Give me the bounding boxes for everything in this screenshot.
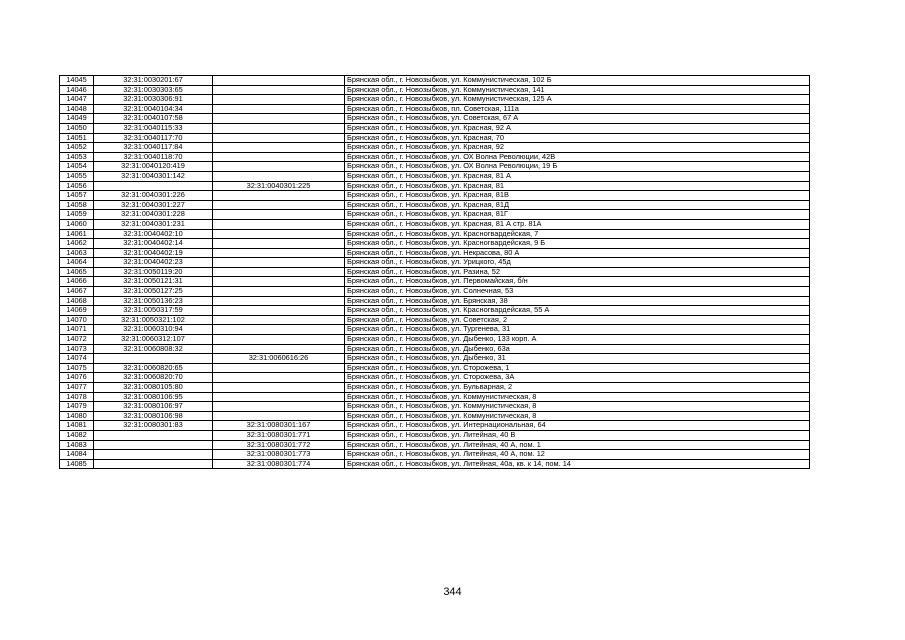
table-row (60, 133, 810, 143)
address-cell: Брянская обл., г. Новозыбков, ул. Дыбенко, 133 корп. А (345, 335, 810, 345)
table-row (60, 85, 810, 95)
table-row (60, 363, 810, 373)
cadastral-number-cell: 32:31:0040301:231 (94, 219, 213, 229)
table-row (60, 373, 810, 383)
linked-cadastral-number-cell: 32:31:0080301:773 (213, 450, 345, 460)
cadastral-number-cell: 32:31:0040118:70 (94, 152, 213, 162)
cadastral-number-cell: 32:31:0080106:98 (94, 411, 213, 421)
table-row (60, 239, 810, 249)
cadastral-number-cell (94, 430, 213, 440)
row-number-cell: 14066 (60, 277, 94, 287)
cadastral-number-cell: 32:31:0040301:227 (94, 200, 213, 210)
table-row (60, 354, 810, 364)
table-row (60, 171, 810, 181)
address-cell: Брянская обл., г. Новозыбков, ул. Красная, 81 (345, 181, 810, 191)
row-number-cell: 14049 (60, 114, 94, 124)
row-number-cell: 14078 (60, 392, 94, 402)
table-row (60, 210, 810, 220)
address-cell: Брянская обл., г. Новозыбков, пл. Советская, 111а (345, 104, 810, 114)
row-number-cell: 14079 (60, 402, 94, 412)
row-number-cell: 14052 (60, 143, 94, 153)
cadastral-number-cell (94, 459, 213, 469)
linked-cadastral-number-cell (213, 104, 345, 114)
linked-cadastral-number-cell (213, 402, 345, 412)
cadastral-number-cell: 32:31:0040301:226 (94, 191, 213, 201)
table-row (60, 258, 810, 268)
address-cell: Брянская обл., г. Новозыбков, ул. Некрасова, 80 А (345, 248, 810, 258)
row-number-cell: 14085 (60, 459, 94, 469)
linked-cadastral-number-cell (213, 325, 345, 335)
address-cell: Брянская обл., г. Новозыбков, ул. Интернациональная, 64 (345, 421, 810, 431)
cadastral-number-cell (94, 450, 213, 460)
row-number-cell: 14053 (60, 152, 94, 162)
row-number-cell: 14060 (60, 219, 94, 229)
row-number-cell: 14068 (60, 296, 94, 306)
property-register-table (59, 75, 810, 469)
linked-cadastral-number-cell (213, 133, 345, 143)
linked-cadastral-number-cell (213, 287, 345, 297)
table-row (60, 191, 810, 201)
address-cell: Брянская обл., г. Новозыбков, ул. Бульварная, 2 (345, 383, 810, 393)
row-number-cell: 14076 (60, 373, 94, 383)
cadastral-number-cell (94, 354, 213, 364)
address-cell: Брянская обл., г. Новозыбков, ул. Красная, 92 (345, 143, 810, 153)
address-cell: Брянская обл., г. Новозыбков, ул. ОХ Волна Революции, 42В (345, 152, 810, 162)
linked-cadastral-number-cell (213, 191, 345, 201)
row-number-cell: 14075 (60, 363, 94, 373)
linked-cadastral-number-cell (213, 229, 345, 239)
address-cell: Брянская обл., г. Новозыбков, ул. Литейная, 40а, кв. к 14, пом. 14 (345, 459, 810, 469)
address-cell: Брянская обл., г. Новозыбков, ул. Дыбенко, 63а (345, 344, 810, 354)
table-row (60, 162, 810, 172)
row-number-cell: 14059 (60, 210, 94, 220)
address-cell: Брянская обл., г. Новозыбков, ул. ОХ Волна Революции, 19 Б (345, 162, 810, 172)
linked-cadastral-number-cell: 32:31:0080301:774 (213, 459, 345, 469)
cadastral-number-cell: 32:31:0040402:19 (94, 248, 213, 258)
address-cell: Брянская обл., г. Новозыбков, ул. Литейная, 40 В (345, 430, 810, 440)
address-cell: Брянская обл., г. Новозыбков, ул. Литейная, 40 А, пом. 1 (345, 440, 810, 450)
table-row (60, 277, 810, 287)
table-row (60, 392, 810, 402)
cadastral-number-cell: 32:31:0040117:70 (94, 133, 213, 143)
table-row (60, 296, 810, 306)
address-cell: Брянская обл., г. Новозыбков, ул. Коммунистическая, 8 (345, 392, 810, 402)
address-cell: Брянская обл., г. Новозыбков, ул. Литейная, 40 А, пом. 12 (345, 450, 810, 460)
linked-cadastral-number-cell (213, 152, 345, 162)
row-number-cell: 14070 (60, 315, 94, 325)
linked-cadastral-number-cell (213, 171, 345, 181)
row-number-cell: 14077 (60, 383, 94, 393)
cadastral-number-cell: 32:31:0040120:419 (94, 162, 213, 172)
linked-cadastral-number-cell (213, 219, 345, 229)
row-number-cell: 14071 (60, 325, 94, 335)
row-number-cell: 14058 (60, 200, 94, 210)
cadastral-number-cell: 32:31:0040107:58 (94, 114, 213, 124)
linked-cadastral-number-cell: 32:31:0060616:26 (213, 354, 345, 364)
table-row (60, 450, 810, 460)
cadastral-number-cell: 32:31:0060820:65 (94, 363, 213, 373)
table-row (60, 143, 810, 153)
table-row (60, 219, 810, 229)
cadastral-number-cell: 32:31:0080106:97 (94, 402, 213, 412)
address-cell: Брянская обл., г. Новозыбков, ул. Сторожева, 1 (345, 363, 810, 373)
address-cell: Брянская обл., г. Новозыбков, ул. Красная, 81 А (345, 171, 810, 181)
address-cell: Брянская обл., г. Новозыбков, ул. Советская, 2 (345, 315, 810, 325)
cadastral-number-cell: 32:31:0030303:65 (94, 85, 213, 95)
cadastral-number-cell: 32:31:0050321:102 (94, 315, 213, 325)
row-number-cell: 14048 (60, 104, 94, 114)
address-cell: Брянская обл., г. Новозыбков, ул. Коммунистическая, 8 (345, 411, 810, 421)
table-row (60, 383, 810, 393)
row-number-cell: 14067 (60, 287, 94, 297)
row-number-cell: 14057 (60, 191, 94, 201)
row-number-cell: 14073 (60, 344, 94, 354)
table-row (60, 315, 810, 325)
cadastral-number-cell: 32:31:0040402:23 (94, 258, 213, 268)
table-row (60, 325, 810, 335)
cadastral-number-cell: 32:31:0050317:59 (94, 306, 213, 316)
row-number-cell: 14061 (60, 229, 94, 239)
linked-cadastral-number-cell (213, 392, 345, 402)
row-number-cell: 14074 (60, 354, 94, 364)
linked-cadastral-number-cell (213, 344, 345, 354)
table-row (60, 421, 810, 431)
row-number-cell: 14081 (60, 421, 94, 431)
row-number-cell: 14050 (60, 123, 94, 133)
table-row (60, 459, 810, 469)
address-cell: Брянская обл., г. Новозыбков, ул. Красногвардейская, 7 (345, 229, 810, 239)
table-row (60, 95, 810, 105)
table-row (60, 287, 810, 297)
cadastral-number-cell: 32:31:0050127:25 (94, 287, 213, 297)
address-cell: Брянская обл., г. Новозыбков, ул. Солнечная, 53 (345, 287, 810, 297)
linked-cadastral-number-cell: 32:31:0040301:225 (213, 181, 345, 191)
table-row (60, 402, 810, 412)
linked-cadastral-number-cell (213, 267, 345, 277)
cadastral-number-cell: 32:31:0050121:31 (94, 277, 213, 287)
table-row (60, 440, 810, 450)
linked-cadastral-number-cell (213, 383, 345, 393)
address-cell: Брянская обл., г. Новозыбков, ул. Красная, 81Г (345, 210, 810, 220)
address-cell: Брянская обл., г. Новозыбков, ул. Красная, 81В (345, 191, 810, 201)
cadastral-number-cell: 32:31:0040402:14 (94, 239, 213, 249)
linked-cadastral-number-cell (213, 306, 345, 316)
row-number-cell: 14065 (60, 267, 94, 277)
address-cell: Брянская обл., г. Новозыбков, ул. Красная, 92 А (345, 123, 810, 133)
address-cell: Брянская обл., г. Новозыбков, ул. Первомайская, б/н (345, 277, 810, 287)
address-cell: Брянская обл., г. Новозыбков, ул. Брянская, 38 (345, 296, 810, 306)
row-number-cell: 14054 (60, 162, 94, 172)
cadastral-number-cell: 32:31:0030306:91 (94, 95, 213, 105)
page-number: 344 (443, 586, 462, 598)
linked-cadastral-number-cell (213, 114, 345, 124)
address-cell: Брянская обл., г. Новозыбков, ул. Коммунистическая, 141 (345, 85, 810, 95)
linked-cadastral-number-cell (213, 411, 345, 421)
table-row (60, 123, 810, 133)
row-number-cell: 14072 (60, 335, 94, 345)
row-number-cell: 14069 (60, 306, 94, 316)
table-row (60, 229, 810, 239)
table-row (60, 200, 810, 210)
row-number-cell: 14063 (60, 248, 94, 258)
row-number-cell: 14045 (60, 76, 94, 86)
cadastral-number-cell: 32:31:0080301:83 (94, 421, 213, 431)
table-row (60, 248, 810, 258)
cadastral-number-cell: 32:31:0050136:23 (94, 296, 213, 306)
row-number-cell: 14062 (60, 239, 94, 249)
address-cell: Брянская обл., г. Новозыбков, ул. Сторожева, 3А (345, 373, 810, 383)
address-cell: Брянская обл., г. Новозыбков, ул. Коммунистическая, 102 Б (345, 76, 810, 86)
linked-cadastral-number-cell (213, 373, 345, 383)
cadastral-number-cell: 32:31:0040402:10 (94, 229, 213, 239)
address-cell: Брянская обл., г. Новозыбков, ул. Красногвардейская, 55 А (345, 306, 810, 316)
cadastral-number-cell: 32:31:0040301:142 (94, 171, 213, 181)
linked-cadastral-number-cell: 32:31:0080301:771 (213, 430, 345, 440)
address-cell: Брянская обл., г. Новозыбков, ул. Урицкого, 45д (345, 258, 810, 268)
cadastral-number-cell: 32:31:0080105:80 (94, 383, 213, 393)
address-cell: Брянская обл., г. Новозыбков, ул. Тургенева, 31 (345, 325, 810, 335)
address-cell: Брянская обл., г. Новозыбков, ул. Красногвардейская, 9 Б (345, 239, 810, 249)
cadastral-number-cell: 32:31:0060808:32 (94, 344, 213, 354)
cadastral-number-cell: 32:31:0050119:20 (94, 267, 213, 277)
cadastral-number-cell: 32:31:0030201:67 (94, 76, 213, 86)
linked-cadastral-number-cell (213, 258, 345, 268)
cadastral-number-cell: 32:31:0040104:34 (94, 104, 213, 114)
register-table-body (60, 76, 810, 469)
row-number-cell: 14064 (60, 258, 94, 268)
address-cell: Брянская обл., г. Новозыбков, ул. Красная, 81Д (345, 200, 810, 210)
table-row (60, 430, 810, 440)
table-row (60, 114, 810, 124)
table-row (60, 411, 810, 421)
row-number-cell: 14080 (60, 411, 94, 421)
cadastral-number-cell: 32:31:0040115:33 (94, 123, 213, 133)
linked-cadastral-number-cell (213, 363, 345, 373)
linked-cadastral-number-cell (213, 123, 345, 133)
row-number-cell: 14051 (60, 133, 94, 143)
row-number-cell: 14055 (60, 171, 94, 181)
linked-cadastral-number-cell: 32:31:0080301:772 (213, 440, 345, 450)
cadastral-number-cell (94, 181, 213, 191)
row-number-cell: 14056 (60, 181, 94, 191)
table-row (60, 76, 810, 86)
cadastral-number-cell: 32:31:0060820:70 (94, 373, 213, 383)
cadastral-number-cell: 32:31:0060312:107 (94, 335, 213, 345)
table-row (60, 306, 810, 316)
linked-cadastral-number-cell (213, 248, 345, 258)
linked-cadastral-number-cell (213, 335, 345, 345)
cadastral-number-cell (94, 440, 213, 450)
linked-cadastral-number-cell: 32:31:0080301:167 (213, 421, 345, 431)
address-cell: Брянская обл., г. Новозыбков, ул. Коммунистическая, 125 А (345, 95, 810, 105)
row-number-cell: 14046 (60, 85, 94, 95)
table-row (60, 344, 810, 354)
linked-cadastral-number-cell (213, 162, 345, 172)
linked-cadastral-number-cell (213, 200, 345, 210)
row-number-cell: 14083 (60, 440, 94, 450)
address-cell: Брянская обл., г. Новозыбков, ул. Красная, 81 А стр. 81А (345, 219, 810, 229)
address-cell: Брянская обл., г. Новозыбков, ул. Дыбенко, 31 (345, 354, 810, 364)
table-row (60, 335, 810, 345)
address-cell: Брянская обл., г. Новозыбков, ул. Советская, 67 А (345, 114, 810, 124)
cadastral-number-cell: 32:31:0080106:95 (94, 392, 213, 402)
address-cell: Брянская обл., г. Новозыбков, ул. Коммунистическая, 8 (345, 402, 810, 412)
address-cell: Брянская обл., г. Новозыбков, ул. Красная, 70 (345, 133, 810, 143)
linked-cadastral-number-cell (213, 85, 345, 95)
linked-cadastral-number-cell (213, 143, 345, 153)
cadastral-number-cell: 32:31:0040301:228 (94, 210, 213, 220)
address-cell: Брянская обл., г. Новозыбков, ул. Разина, 52 (345, 267, 810, 277)
table-row (60, 181, 810, 191)
linked-cadastral-number-cell (213, 315, 345, 325)
cadastral-number-cell: 32:31:0060310:94 (94, 325, 213, 335)
table-row (60, 267, 810, 277)
linked-cadastral-number-cell (213, 210, 345, 220)
linked-cadastral-number-cell (213, 76, 345, 86)
linked-cadastral-number-cell (213, 277, 345, 287)
row-number-cell: 14047 (60, 95, 94, 105)
linked-cadastral-number-cell (213, 296, 345, 306)
linked-cadastral-number-cell (213, 239, 345, 249)
row-number-cell: 14084 (60, 450, 94, 460)
linked-cadastral-number-cell (213, 95, 345, 105)
cadastral-number-cell: 32:31:0040117:84 (94, 143, 213, 153)
table-row (60, 152, 810, 162)
table-row (60, 104, 810, 114)
row-number-cell: 14082 (60, 430, 94, 440)
